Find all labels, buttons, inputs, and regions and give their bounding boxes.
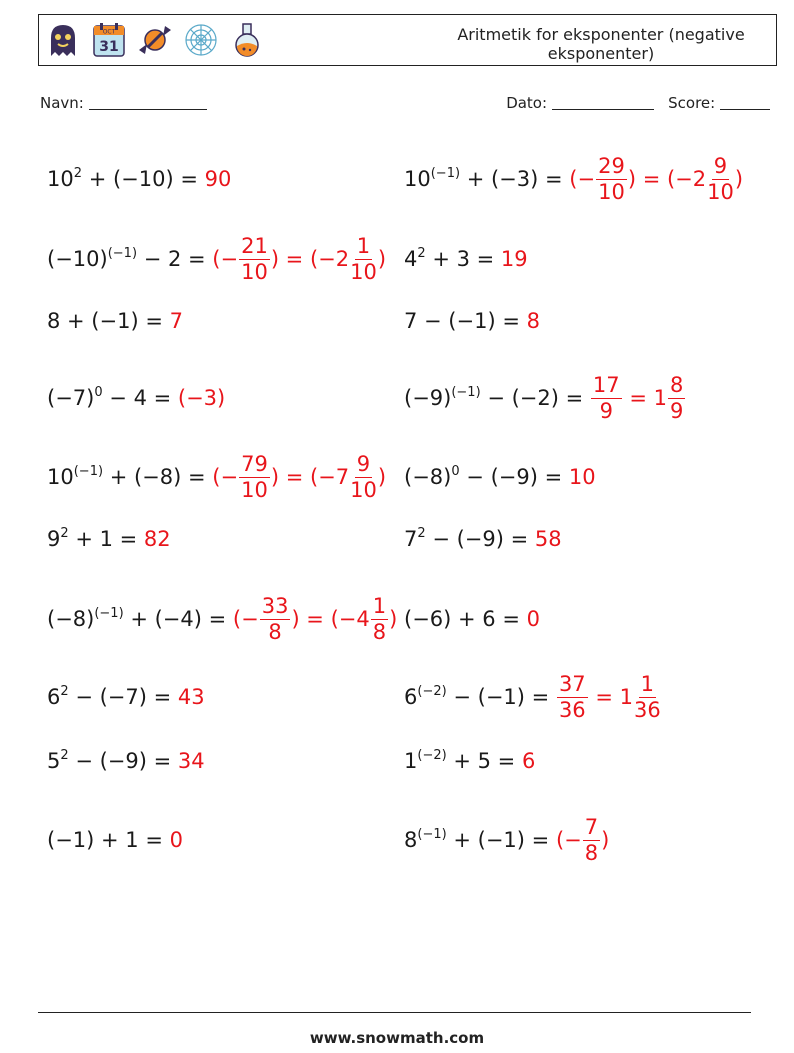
problem-rest: + (−1) = xyxy=(446,828,556,852)
problem-base: (−8) xyxy=(47,607,95,631)
problem-exponent: (−2) xyxy=(417,748,447,763)
fraction-numerator: 17 xyxy=(592,372,620,397)
answer-text: 0 xyxy=(169,828,183,852)
problem-expression xyxy=(47,386,178,410)
answer-text: 82 xyxy=(143,527,171,551)
problem-base: 1 xyxy=(404,749,418,773)
problem-answer xyxy=(232,593,398,644)
problem-expression xyxy=(404,247,501,271)
problem-answer xyxy=(569,465,596,489)
problem-p4 xyxy=(404,229,528,289)
problem-rest: − (−9) = xyxy=(459,465,569,489)
problem-answer xyxy=(527,309,540,333)
problem-p15 xyxy=(47,667,205,727)
fraction-numerator: 7 xyxy=(584,814,599,839)
date-score-field xyxy=(506,94,770,112)
problem-rest: − (−9) = xyxy=(68,749,178,773)
fraction-denominator: 10 xyxy=(241,477,268,502)
problem-p9 xyxy=(47,447,386,507)
answer-fraction xyxy=(668,372,685,423)
problem-expression xyxy=(404,527,535,551)
problem-rest: − 4 = xyxy=(102,386,178,410)
problem-rest: − (−2) = xyxy=(480,386,590,410)
problem-answer xyxy=(555,814,610,865)
problem-exponent: (−1) xyxy=(107,246,138,261)
problem-expression xyxy=(47,749,178,773)
answer-text: 43 xyxy=(177,685,205,709)
problem-expression xyxy=(404,465,569,489)
answer-text: 90 xyxy=(204,167,232,191)
fraction-numerator: 1 xyxy=(372,593,387,618)
name-field xyxy=(40,94,207,112)
problem-rest: + 5 = xyxy=(446,749,522,773)
name-label: Navn: xyxy=(40,94,84,112)
problem-answer xyxy=(178,749,205,773)
problem-base: 10 xyxy=(47,167,74,191)
problem-p13 xyxy=(47,589,397,649)
fraction-numerator: 33 xyxy=(261,593,289,618)
fraction-numerator: 21 xyxy=(241,233,268,258)
problem-answer xyxy=(590,372,686,423)
problem-exponent: 0 xyxy=(94,385,103,400)
problem-answer xyxy=(501,247,528,271)
answer-text: 34 xyxy=(177,749,205,773)
problem-p11 xyxy=(47,509,171,569)
fraction-denominator: 8 xyxy=(268,619,282,644)
problem-answer xyxy=(556,671,662,722)
problem-rest: (−6) + 6 = xyxy=(404,607,527,631)
problem-answer xyxy=(144,527,171,551)
fraction-denominator: 9 xyxy=(599,398,613,423)
fraction-denominator: 10 xyxy=(350,477,377,502)
answer-text: ) xyxy=(389,607,398,631)
problem-rest: + (−10) = xyxy=(82,167,205,191)
answer-fraction xyxy=(596,153,627,204)
problem-p7 xyxy=(47,368,225,428)
problem-expression xyxy=(404,828,556,852)
answer-text: 8 xyxy=(526,309,540,333)
answer-fraction xyxy=(591,372,622,423)
answer-text: (− xyxy=(555,828,582,852)
problem-expression xyxy=(47,309,170,333)
problem-rest: − (−9) = xyxy=(425,527,535,551)
answer-text: ) xyxy=(377,465,387,489)
fraction-numerator: 1 xyxy=(640,671,655,696)
problem-p10 xyxy=(404,447,596,507)
problem-exponent: (−1) xyxy=(451,385,481,400)
date-blank[interactable] xyxy=(552,95,654,110)
answer-text: = 1 xyxy=(588,685,633,709)
problem-exponent: (−1) xyxy=(73,464,104,479)
answer-text: 19 xyxy=(500,247,528,271)
problem-exponent: 0 xyxy=(451,464,460,479)
problem-answer xyxy=(522,749,535,773)
fraction-numerator: 9 xyxy=(713,153,728,178)
fraction-denominator: 36 xyxy=(558,697,586,722)
answer-text: 10 xyxy=(568,465,596,489)
answer-fraction xyxy=(557,671,588,722)
fraction-denominator: 10 xyxy=(350,259,377,284)
fraction-denominator: 10 xyxy=(707,179,734,204)
worksheet-title: Aritmetik for eksponenter (negative eksponenter) xyxy=(457,25,745,63)
problem-answer xyxy=(178,386,225,410)
answer-fraction xyxy=(239,451,270,502)
problem-base: 6 xyxy=(47,685,61,709)
problem-answer xyxy=(178,685,205,709)
fraction-numerator: 29 xyxy=(598,153,625,178)
problem-answer xyxy=(212,233,387,284)
problem-expression xyxy=(47,828,170,852)
problem-exponent: 2 xyxy=(60,526,69,541)
problem-rest: − (−7) = xyxy=(68,685,178,709)
problem-rest: + (−4) = xyxy=(123,607,233,631)
answer-fraction xyxy=(350,451,377,502)
problem-p12 xyxy=(404,509,562,569)
problem-expression xyxy=(404,167,569,191)
answer-text: 58 xyxy=(534,527,562,551)
problem-p20 xyxy=(404,810,609,870)
svg-text:OCT: OCT xyxy=(102,28,116,36)
problem-base: 10 xyxy=(47,465,74,489)
problem-base: 9 xyxy=(47,527,61,551)
problem-base: 6 xyxy=(404,685,418,709)
problem-exponent: (−1) xyxy=(430,166,461,181)
score-label: Score: xyxy=(668,94,716,112)
fraction-numerator: 79 xyxy=(241,451,268,476)
problem-rest: (−1) + 1 = xyxy=(47,828,170,852)
answer-text: (−3) xyxy=(177,386,226,410)
fraction-denominator: 9 xyxy=(669,398,684,423)
fraction-numerator: 37 xyxy=(558,671,586,696)
problem-base: 7 xyxy=(404,527,418,551)
answer-text: ) xyxy=(734,167,744,191)
problem-expression xyxy=(404,749,522,773)
answer-text: ) xyxy=(601,828,610,852)
problem-rest: + (−3) = xyxy=(460,167,570,191)
problem-expression xyxy=(47,167,205,191)
potion-icon xyxy=(227,20,267,60)
answer-text: ) = (−2 xyxy=(270,247,350,271)
problem-expression xyxy=(47,607,233,631)
answer-fraction xyxy=(633,671,661,722)
answer-text: 7 xyxy=(169,309,183,333)
problem-base: (−10) xyxy=(47,247,108,271)
problem-exponent: 2 xyxy=(60,748,69,763)
spider-web-icon xyxy=(181,20,221,60)
fraction-denominator: 10 xyxy=(598,179,625,204)
answer-text: = 1 xyxy=(622,386,667,410)
problem-expression xyxy=(47,685,178,709)
problem-rest: 8 + (−1) = xyxy=(47,309,170,333)
answer-fraction xyxy=(350,233,377,284)
problem-p17 xyxy=(47,731,205,791)
problem-base: 10 xyxy=(404,167,431,191)
answer-text: (− xyxy=(232,607,259,631)
problem-p14 xyxy=(404,589,540,649)
footer-url: www.snowmath.com xyxy=(309,1029,485,1047)
problem-p2 xyxy=(404,149,743,209)
answer-text: ) = (−4 xyxy=(291,607,370,631)
problem-answer xyxy=(170,309,183,333)
problem-answer xyxy=(170,828,183,852)
answer-text: ) xyxy=(377,247,387,271)
problem-answer xyxy=(535,527,562,551)
score-blank[interactable] xyxy=(720,95,770,110)
problem-expression xyxy=(47,465,212,489)
worksheet-header xyxy=(38,14,777,66)
problem-rest: + (−8) = xyxy=(103,465,213,489)
problem-rest: + 3 = xyxy=(425,247,501,271)
answer-text: (− xyxy=(212,247,239,271)
problem-base: 8 xyxy=(404,828,418,852)
ghost-icon xyxy=(43,20,83,60)
fraction-numerator: 1 xyxy=(356,233,371,258)
problem-base: 4 xyxy=(404,247,418,271)
problem-exponent: (−2) xyxy=(417,684,447,699)
problem-expression xyxy=(404,607,527,631)
problem-p5 xyxy=(47,291,183,351)
problem-exponent: (−1) xyxy=(417,827,447,842)
problem-p1 xyxy=(47,149,231,209)
problem-answer xyxy=(527,607,540,631)
answer-fraction xyxy=(371,593,388,644)
name-blank[interactable] xyxy=(89,95,207,110)
answer-text: (− xyxy=(569,167,596,191)
candy-icon xyxy=(135,20,175,60)
answer-text: 6 xyxy=(521,749,536,773)
fraction-denominator: 10 xyxy=(241,259,268,284)
problem-exponent: 2 xyxy=(417,526,426,541)
fraction-numerator: 8 xyxy=(669,372,684,397)
fraction-denominator: 8 xyxy=(372,619,387,644)
problem-expression xyxy=(404,309,527,333)
problem-base: (−7) xyxy=(47,386,95,410)
answer-text: (− xyxy=(212,465,239,489)
answer-fraction xyxy=(260,593,291,644)
problem-answer xyxy=(212,451,387,502)
problem-p16 xyxy=(404,667,662,727)
problem-rest: 7 − (−1) = xyxy=(404,309,527,333)
problem-base: 5 xyxy=(47,749,61,773)
answer-text: 0 xyxy=(526,607,540,631)
problem-expression xyxy=(47,527,144,551)
fraction-numerator: 9 xyxy=(356,451,371,476)
problem-expression xyxy=(404,386,590,410)
icon-strip xyxy=(43,20,267,60)
problem-answer xyxy=(569,153,744,204)
problem-p6 xyxy=(404,291,540,351)
answer-fraction xyxy=(239,233,270,284)
answer-text: ) = (−7 xyxy=(270,465,350,489)
problem-base: (−8) xyxy=(404,465,452,489)
problem-exponent: 2 xyxy=(60,684,69,699)
problem-exponent: 2 xyxy=(73,166,83,181)
footer-divider xyxy=(38,1012,751,1013)
calendar-icon xyxy=(89,20,129,60)
problem-exponent: (−1) xyxy=(94,606,124,621)
svg-text:31: 31 xyxy=(99,39,119,55)
fraction-denominator: 36 xyxy=(633,697,661,722)
problem-expression xyxy=(47,247,212,271)
problem-expression xyxy=(404,685,556,709)
answer-text: ) = (−2 xyxy=(627,167,707,191)
answer-fraction xyxy=(583,814,600,865)
problem-p19 xyxy=(47,810,183,870)
problem-p18 xyxy=(404,731,535,791)
fraction-denominator: 8 xyxy=(584,840,599,865)
problem-exponent: 2 xyxy=(417,246,426,261)
problem-p3 xyxy=(47,229,386,289)
problem-answer xyxy=(205,167,232,191)
problem-base: (−9) xyxy=(404,386,452,410)
problem-rest: + 1 = xyxy=(68,527,144,551)
answer-fraction xyxy=(707,153,734,204)
problem-rest: − (−1) = xyxy=(446,685,556,709)
problem-p8 xyxy=(404,368,686,428)
date-label: Dato: xyxy=(506,94,548,112)
problem-rest: − 2 = xyxy=(137,247,213,271)
